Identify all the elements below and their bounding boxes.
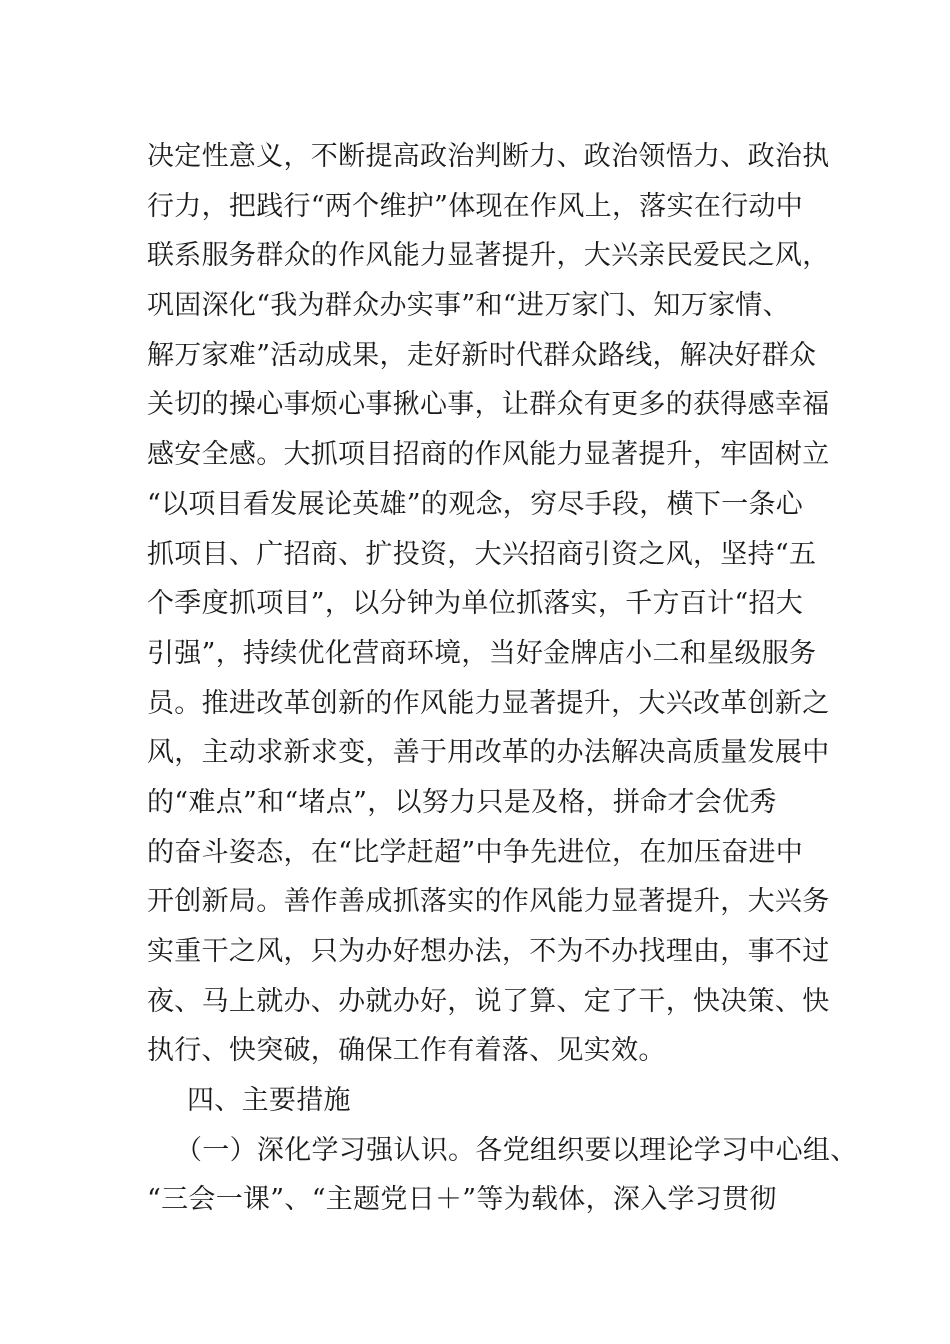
paragraph-line: 决定性意义，不断提高政治判断力、政治领悟力、政治执 — [147, 141, 830, 172]
paragraph-line: 个季度抓项目”，以分钟为单位抓落实，千方百计“招大 — [147, 588, 804, 620]
paragraph-line: 行力，把践行“两个维护”体现在作风上，落实在行动中 — [147, 190, 804, 222]
paragraph-line: 开创新局。善作善成抓落实的作风能力显著提升，大兴务 — [147, 886, 830, 918]
paragraph-line: 引强”，持续优化营商环境，当好金牌店小二和星级服务 — [147, 637, 817, 669]
document-body — [147, 132, 858, 1225]
paragraph-line: 执行、快突破，确保工作有着落、见实效。 — [147, 1035, 666, 1067]
paragraph-line: 感安全感。大抓项目招商的作风能力显著提升，牢固树立 — [147, 439, 830, 471]
paragraph-line: “以项目看发展论英雄”的观念，穷尽手段，横下一条心 — [147, 488, 804, 520]
paragraph-line: 的“难点”和“堵点”，以努力只是及格，拼命才会优秀 — [147, 786, 777, 818]
paragraph-line: 员。推进改革创新的作风能力显著提升，大兴改革创新之 — [147, 687, 830, 719]
paragraph-line: 联系服务群众的作风能力显著提升，大兴亲民爱民之风， — [147, 240, 830, 272]
subsection-line: （一）深化学习强认识。各党组织要以理论学习中心组、 — [175, 1134, 858, 1166]
paragraph-line: 抓项目、广招商、扩投资，大兴招商引资之风，坚持“五 — [147, 538, 817, 570]
paragraph-line: 的奋斗姿态，在“比学赶超”中争先进位，在加压奋进中 — [147, 836, 804, 868]
paragraph-line: 夜、马上就办、办就办好，说了算、定了干，快决策、快 — [147, 985, 830, 1017]
section-heading: 四、主要措施 — [187, 1085, 351, 1117]
paragraph-line: 解万家难”活动成果，走好新时代群众路线，解决好群众 — [147, 339, 817, 371]
paragraph-line: 风，主动求新求变，善于用改革的办法解决高质量发展中 — [147, 737, 830, 769]
paragraph-line: “三会一课”、“主题党日＋”等为载体，深入学习贯彻 — [147, 1184, 777, 1216]
paragraph-line: 关切的操心事烦心事揪心事，让群众有更多的获得感幸福 — [147, 389, 830, 421]
paragraph-line: 实重干之风，只为办好想办法，不为不办找理由，事不过 — [147, 936, 830, 967]
paragraph-line: 巩固深化“我为群众办实事”和“进万家门、知万家情、 — [147, 290, 790, 322]
